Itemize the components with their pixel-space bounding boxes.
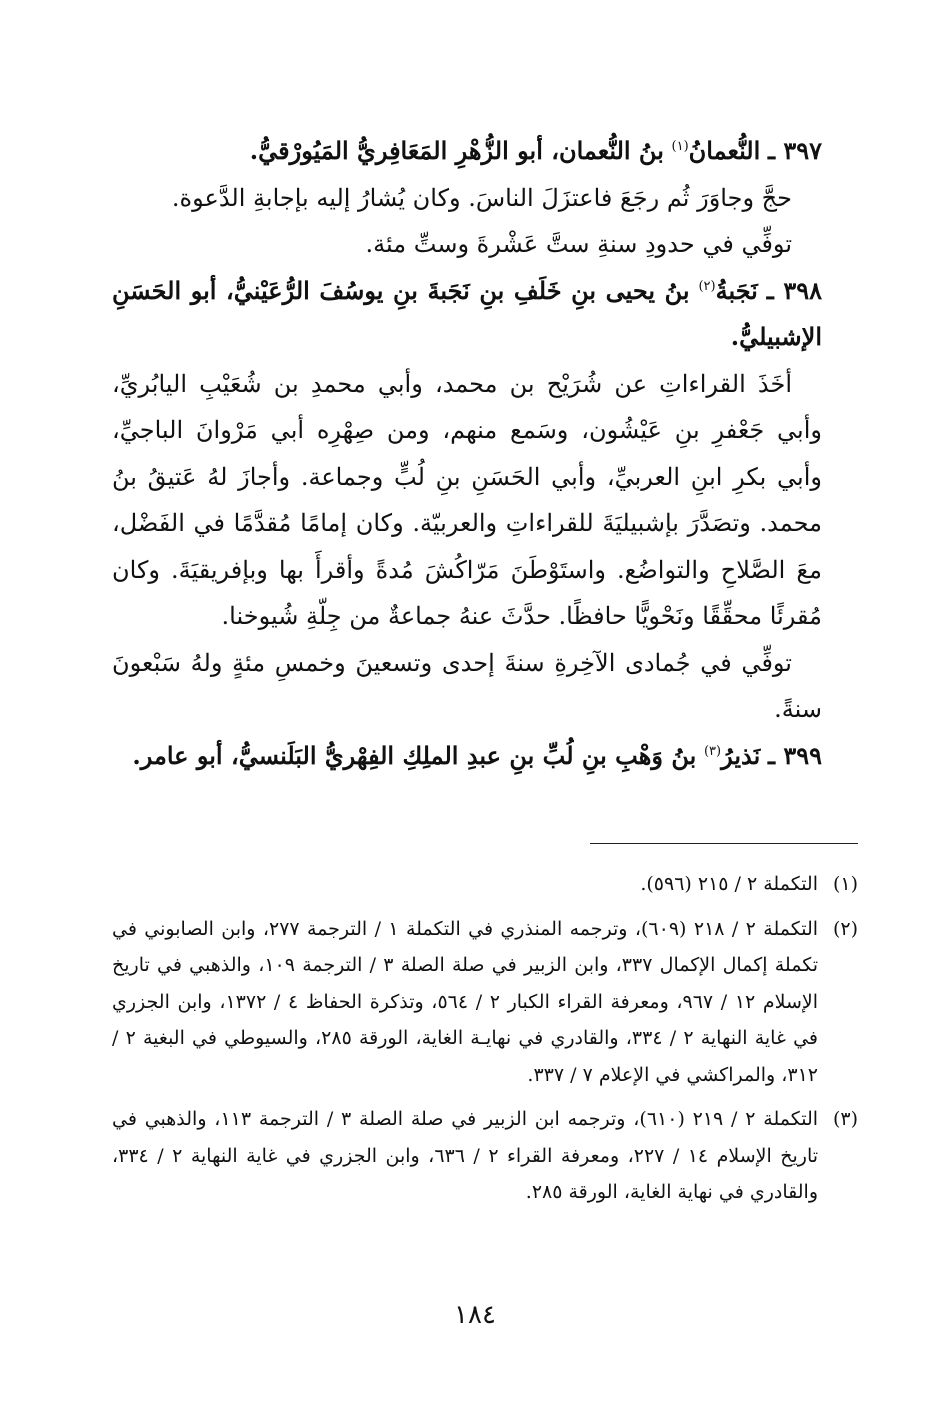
footnote-item [112, 1101, 858, 1211]
footnote-text: التكملة ٢ / ٢١٨ (٦٠٩)، وترجمه المنذري في التكملة ١ / الترجمة ٢٧٧، وابن الصابوني في تكملة إكمال الإكمال ٣٣٧، وابن الزبير في صلة الصلة ٣ / الترجمة ١٠٩، والذهبي في تاريخ الإسلام ١٢ / ٩٦٧، ومعرفة القراء الكبار ٢ / ٥٦٤، وتذكرة الحفاظ ٤ / ١٣٧٢، وابن الجزري في غاية النهاية ٢ / ٣٣٤، والقادري في نهايـة الغاية، الورقة ٢٨٥، والسيوطي في البغية ٢ / ٣١٢، والمراكشي في الإعلام ٧ / ٣٣٧. [112, 917, 819, 1086]
entry-heading-rest: بنُ وَهْبِ بنِ لُبِّ بنِ عبدِ الملِكِ الفِهْريُّ البَلَنسيُّ، أبو عامر. [132, 740, 697, 770]
entry-heading [112, 128, 822, 175]
entry-paragraph: توفِّي في جُمادى الآخِرةِ سنةَ إحدى وتسعينَ وخمسِ مئةٍ ولهُ سَبْعونَ سنةً. [112, 648, 822, 723]
entry-number: ٣٩٩ ـ [767, 740, 822, 770]
footnote-marker: (٢) [832, 917, 858, 940]
footnote-item [112, 866, 858, 903]
entry-paragraph: توفِّي في حدودِ سنةِ ستَّ عَشْرةَ وستِّ مئة. [365, 230, 792, 258]
entry-heading [112, 268, 822, 361]
footnote-separator [590, 843, 858, 844]
entry-paragraph: أخَذَ القراءاتِ عن شُرَيْح بن محمد، وأبي محمدِ بن شُعَيْبِ اليابُريِّ، وأبي جَعْفرِ بنِ عَيْشُون، وسَمع منهم، ومن صِهْرِه أبي مَرْوانَ الباجيِّ، وأبي بكرِ ابنِ العربيِّ، وأبي الحَسَنِ بنِ لُبٍّ وجماعة. وأجازَ لهُ عَتيقُ بنُ محمد. وتصَدَّرَ بإشبيليَةَ للقراءاتِ والعربيّة. وكان إمامًا مُقدَّمًا في الفَضْل، معَ الصَّلاحِ والتواضُع. واستَوْطَنَ مَرّاكُشَ مُدةً وأقرأَ بها وبإفريقيَةَ. وكان مُقرئًا محقِّقًا ونَحْويًّا حافظًا. حدَّثَ عنهُ جماعةٌ من جِلّةِ شُيوخنا. [112, 369, 822, 630]
main-text [112, 128, 822, 779]
entry-name: النُّعمانُ [688, 136, 761, 165]
entry-number: ٣٩٧ ـ [767, 136, 822, 165]
footnote-reference: (١) [671, 139, 689, 154]
footnote-text: التكملة ٢ / ٢١٥ (٥٩٦). [640, 873, 818, 895]
entry-heading [112, 733, 822, 780]
entry-name: نَذيرُ [721, 740, 761, 770]
entry-heading-rest: بنُ يحيى بنِ خَلَفِ بنِ نَجَبةَ بنِ يوسُفَ الرُّعَيْنيُّ، أبو الحَسَنِ الإشبيليُّ. [112, 275, 822, 351]
entry-name: نَجَبةُ [715, 275, 758, 305]
footnotes [112, 866, 858, 1219]
entry-heading-rest: بنُ النُّعمان، أبو الزُّهْرِ المَعَافِريُّ المَيُورْقيُّ. [249, 136, 664, 165]
page-number: ١٨٤ [454, 1300, 496, 1330]
footnote-marker: (١) [832, 873, 858, 895]
footnote-reference: (٢) [698, 278, 716, 294]
entry-number: ٣٩٨ ـ [766, 275, 822, 305]
footnote-marker: (٣) [832, 1108, 858, 1130]
footnote-text: التكملة ٢ / ٢١٩ (٦١٠)، وترجمه ابن الزبير في صلة الصلة ٣ / الترجمة ١١٣، والذهبي في تاريخ الإسلام ١٤ / ٢٢٧، ومعرفة القراء ٢ / ٦٣٦، وابن الجزري في غاية النهاية ٢ / ٣٣٤، والقادري في نهاية الغاية، الورقة ٢٨٥. [112, 1108, 819, 1203]
footnote-item [112, 911, 858, 1094]
entry-paragraph: حجَّ وجاوَرَ ثُم رجَعَ فاعتزَلَ الناسَ. وكان يُشارُ إليه بإجابةِ الدَّعوة. [171, 183, 792, 212]
footnote-reference: (٣) [703, 743, 722, 759]
